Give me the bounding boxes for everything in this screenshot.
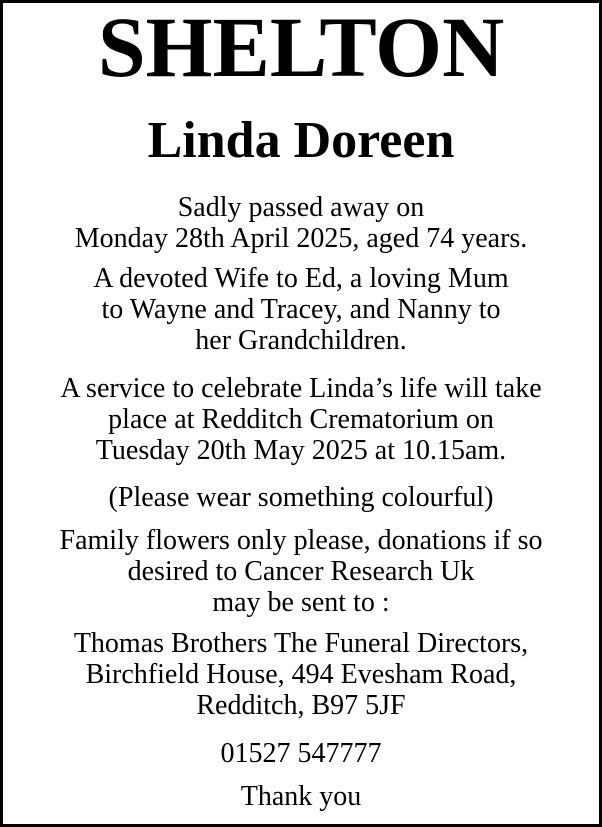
passing-line-1: Sadly passed away on (177, 192, 425, 223)
dress-note (3, 482, 599, 513)
passing-paragraph (3, 192, 599, 254)
service-line-2: place at Redditch Crematorium on (108, 404, 494, 435)
family-line-3: her Grandchildren. (195, 325, 407, 356)
forenames-heading: Linda Doreen (147, 112, 455, 169)
closing-message (3, 781, 599, 812)
funeral-director-address (3, 628, 599, 721)
family-paragraph (3, 263, 599, 356)
service-line-3: Tuesday 20th May 2025 at 10.15am. (95, 435, 507, 466)
family-line-2: to Wayne and Tracey, and Nanny to (101, 294, 501, 325)
donations-line-3: may be sent to : (212, 587, 390, 618)
donations-line-2: desired to Cancer Research Uk (127, 556, 475, 587)
donations-line-1: Family flowers only please, donations if so (59, 525, 543, 556)
donations-paragraph (3, 525, 599, 618)
surname-heading: SHELTON (97, 0, 505, 95)
address-line-3: Redditch, B97 5JF (196, 690, 406, 721)
service-line-1: A service to celebrate Linda’s life will take (60, 373, 542, 404)
phone-line: 01527 547777 (220, 738, 382, 769)
address-line-1: Thomas Brothers The Funeral Directors, (73, 628, 529, 659)
dress-note-line: (Please wear something colourful) (108, 482, 494, 513)
family-line-1: A devoted Wife to Ed, a loving Mum (93, 263, 509, 294)
service-paragraph (3, 373, 599, 466)
closing-line: Thank you (240, 781, 362, 812)
address-line-2: Birchfield House, 494 Evesham Road, (85, 659, 517, 690)
phone-number (3, 738, 599, 769)
passing-line-2: Monday 28th April 2025, aged 74 years. (74, 223, 528, 254)
